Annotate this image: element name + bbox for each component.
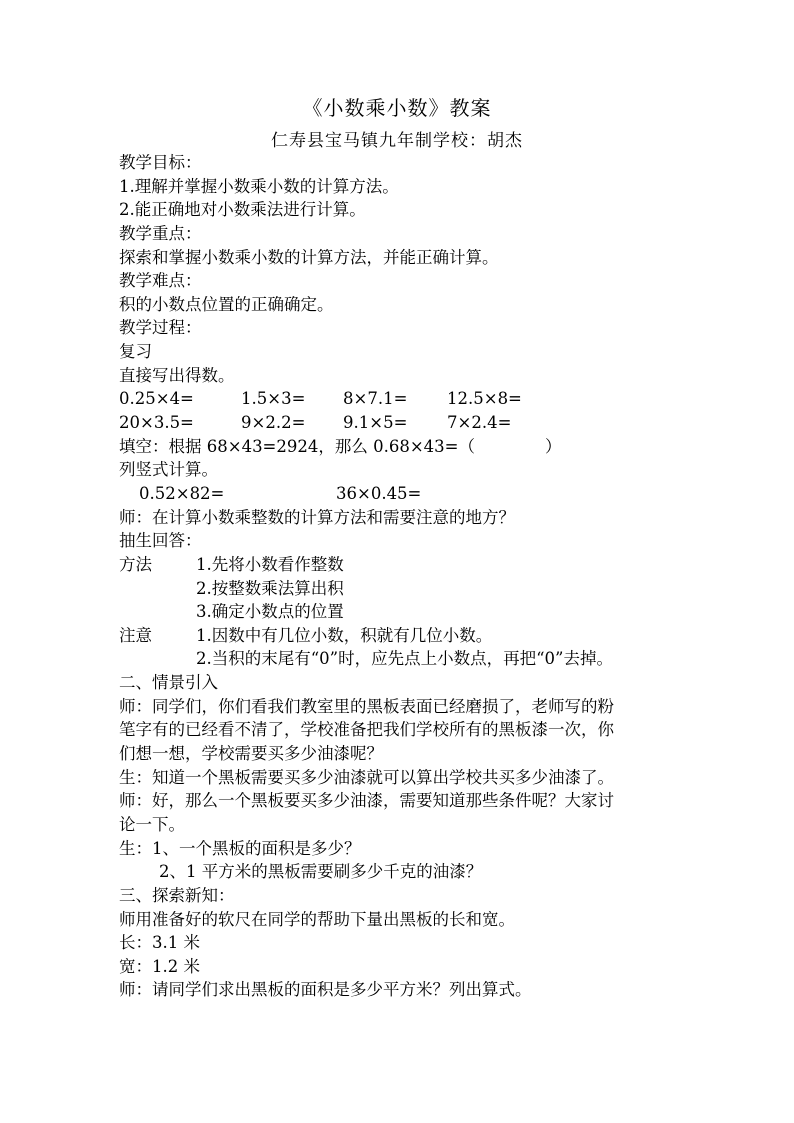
exercise-item: 9×2.2= (241, 413, 306, 433)
note-item-2 (119, 647, 699, 671)
exercise-item: 12.5×8= (447, 389, 522, 409)
lesson-title: 《小数乘小数》教案 (302, 96, 492, 120)
exercise-item: 20×3.5= (119, 413, 194, 433)
note-item-1 (119, 624, 699, 648)
method-step-3 (119, 600, 699, 624)
fill-blank-suffix: ） (545, 436, 562, 456)
process-heading: 教学过程： (119, 318, 202, 338)
section-2-paragraph-line: 笔字有的已经看不清了，学校准备把我们学校所有的黑板漆一次，你 (119, 720, 614, 740)
lesson-body (119, 151, 699, 1002)
note-text: 1.因数中有几位小数，积就有几位小数。 (196, 625, 493, 645)
student-condition-1: 生：1、一个黑板的面积是多少？ (119, 838, 361, 858)
section-2-paragraph-line: 们想一想，学校需要买多少油漆呢？ (119, 744, 383, 764)
method-step-text: 3.确定小数点的位置 (196, 602, 344, 622)
fill-blank-prefix: 填空：根据 68×43=2924，那么 0.68×43=（ (119, 436, 476, 456)
method-step-1 (119, 553, 699, 577)
section-3-paragraph: 师用准备好的软尺在同学的帮助下量出黑板的长和宽。 (119, 909, 515, 929)
goal-item-1: 1.理解并掌握小数乘小数的计算方法。 (119, 176, 399, 196)
teacher-reply-line: 论一下。 (119, 814, 185, 834)
key-text: 探索和掌握小数乘小数的计算方法，并能正确计算。 (119, 247, 499, 267)
vertical-calc-row (119, 482, 699, 506)
exercise-item: 1.5×3= (241, 389, 306, 409)
student-reply: 生：知道一个黑板需要买多少油漆就可以算出学校共买多少油漆了。 (119, 767, 614, 787)
direct-write-instruction: 直接写出得数。 (119, 365, 235, 385)
note-label: 注意 (119, 625, 152, 645)
exercise-item: 8×7.1= (343, 389, 408, 409)
student-condition-text: 2、1 平方米的黑板需要刷多少千克的油漆？ (159, 862, 483, 882)
vertical-calc-instruction: 列竖式计算。 (119, 460, 218, 480)
section-2-heading: 二、情景引入 (119, 673, 218, 693)
difficulty-heading: 教学难点： (119, 271, 202, 291)
exercise-item: 9.1×5= (343, 413, 408, 433)
section-2-paragraph-line: 师：同学们，你们看我们教室里的黑板表面已经磨损了，老师写的粉 (119, 696, 614, 716)
key-heading: 教学重点： (119, 223, 202, 243)
author-line: 仁寿县宝马镇九年制学校：胡杰 (271, 131, 523, 151)
length-line: 长：3.1 米 (119, 933, 200, 953)
fill-blank-question (119, 435, 699, 459)
exercise-row-1 (119, 387, 699, 411)
method-step-text: 2.按整数乘法算出积 (196, 578, 344, 598)
exercise-item: 0.25×4= (119, 389, 194, 409)
teacher-question: 师：在计算小数乘整数的计算方法和需要注意的地方？ (119, 507, 515, 527)
method-step-2 (119, 577, 699, 601)
method-step-text: 1.先将小数看作整数 (196, 554, 344, 574)
student-condition-2 (119, 860, 699, 884)
exercise-item: 7×2.4= (447, 413, 512, 433)
goals-heading: 教学目标： (119, 153, 202, 172)
exercise-row-2 (119, 411, 699, 435)
vertical-calc-item: 0.52×82= (139, 483, 225, 503)
student-answer-heading: 抽生回答： (119, 531, 202, 551)
width-line: 宽：1.2 米 (119, 956, 200, 976)
note-text: 2.当积的末尾有“0”时，应先点上小数点，再把“0”去掉。 (196, 649, 613, 669)
teacher-final-question: 师：请同学们求出黑板的面积是多少平方米？列出算式。 (119, 980, 532, 1000)
review-heading: 复习 (119, 342, 152, 362)
method-label: 方法 (119, 554, 152, 574)
section-3-heading: 三、探索新知： (119, 885, 235, 905)
vertical-calc-item: 36×0.45= (336, 483, 422, 503)
difficulty-text: 积的小数点位置的正确确定。 (119, 294, 334, 314)
teacher-reply-line: 师：好，那么一个黑板要买多少油漆，需要知道那些条件呢？大家讨 (119, 791, 614, 811)
goal-item-2: 2.能正确地对小数乘法进行计算。 (119, 200, 366, 220)
